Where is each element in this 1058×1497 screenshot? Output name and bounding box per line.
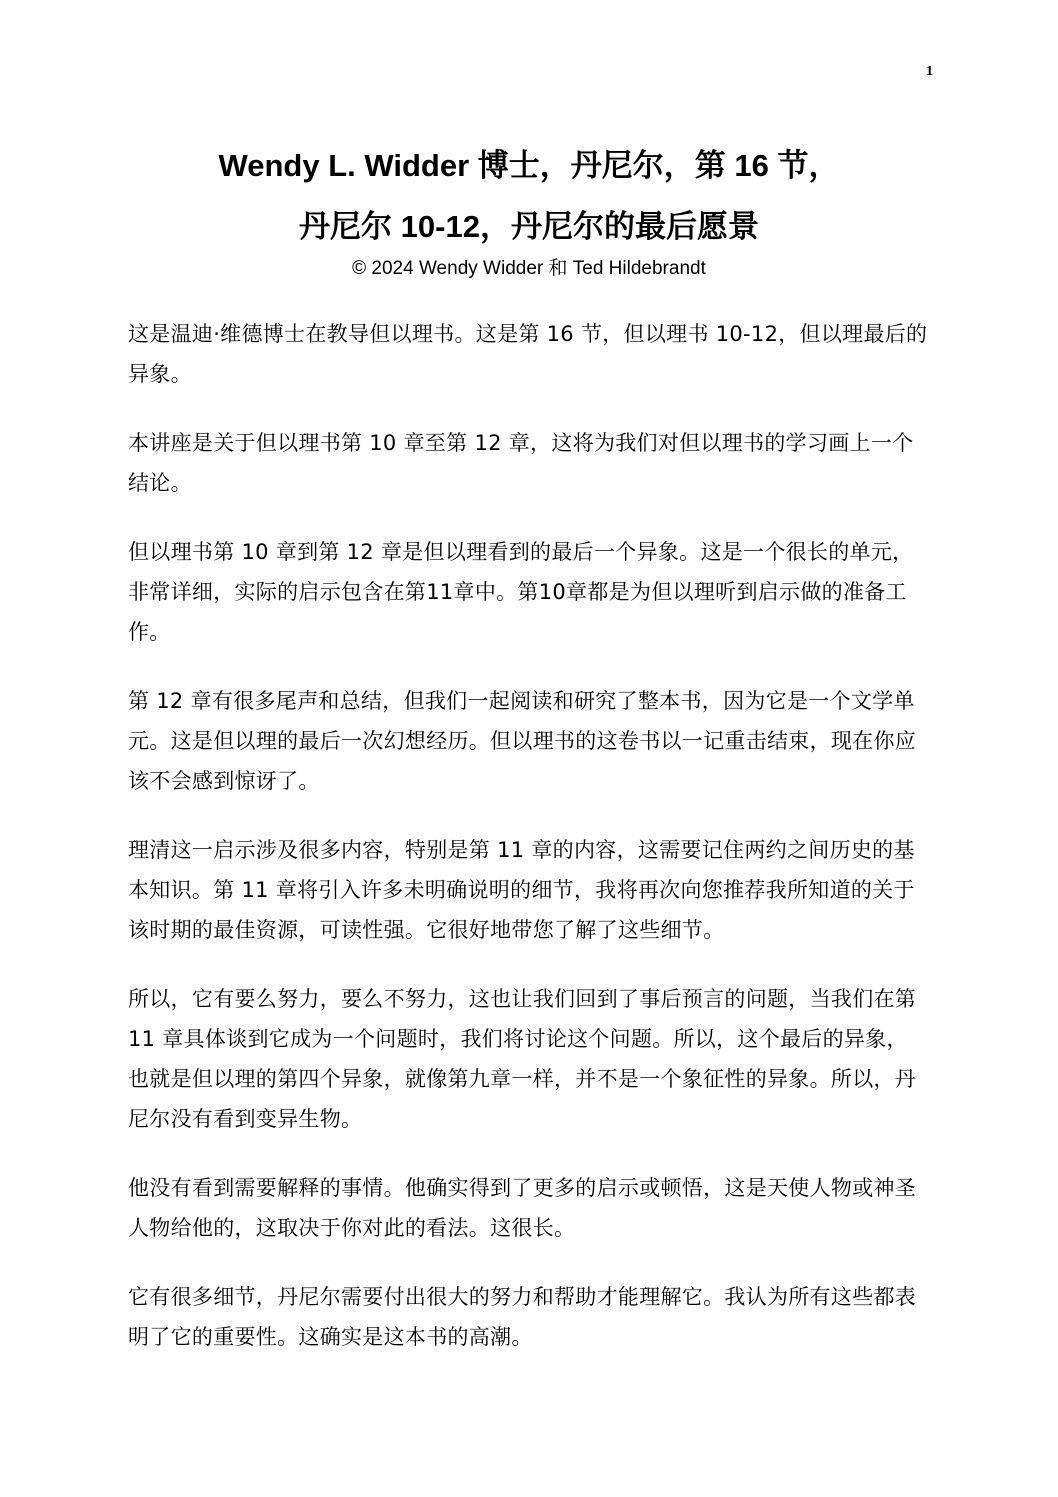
paragraph: 但以理书第 10 章到第 12 章是但以理看到的最后一个异象。这是一个很长的单元，非常详细，实际的启示包含在第11章中。第10章都是为但以理听到启示做的准备工作。 <box>128 540 914 644</box>
document-title-line-2: 丹尼尔 10-12，丹尼尔的最后愿景 <box>299 209 759 244</box>
document-body <box>128 314 928 1386</box>
paragraph: 理清这一启示涉及很多内容，特别是第 11 章的内容，这需要记住两约之间历史的基本知识。第 11 章将引入许多未明确说明的细节，我将再次向您推荐我所知道的关于该时期的最佳资源，可读性强。它很好地带您了解了这些细节。 <box>128 838 915 942</box>
paragraph: 他没有看到需要解释的事情。他确实得到了更多的启示或顿悟，这是天使人物或神圣人物给他的，这取决于你对此的看法。这很长。 <box>128 1176 917 1240</box>
copyright-notice: © 2024 Wendy Widder 和 Ted Hildebrandt <box>352 258 706 279</box>
paragraph: 第 12 章有很多尾声和总结，但我们一起阅读和研究了整本书，因为它是一个文学单元。这是但以理的最后一次幻想经历。但以理书的这卷书以一记重击结束，现在你应该不会感到惊讶了。 <box>128 689 917 793</box>
paragraph: 它有很多细节，丹尼尔需要付出很大的努力和帮助才能理解它。我认为所有这些都表明了它的重要性。这确实是这本书的高潮。 <box>128 1285 917 1349</box>
page-number: 1 <box>926 64 933 79</box>
document-title-line-1: Wendy L. Widder 博士，丹尼尔，第 16 节， <box>218 148 840 183</box>
paragraph: 本讲座是关于但以理书第 10 章至第 12 章，这将为我们对但以理书的学习画上一个结论。 <box>128 431 914 495</box>
paragraph: 这是温迪·维德博士在教导但以理书。这是第 16 节，但以理书 10-12，但以理最后的异象。 <box>128 322 928 386</box>
paragraph: 所以，它有要么努力，要么不努力，这也让我们回到了事后预言的问题，当我们在第 11 章具体谈到它成为一个问题时，我们将讨论这个问题。所以，这个最后的异象，也就是但以理的第四个异象，就像第九章一样，并不是一个象征性的异象。所以，丹尼尔没有看到变异生物。 <box>128 987 917 1131</box>
